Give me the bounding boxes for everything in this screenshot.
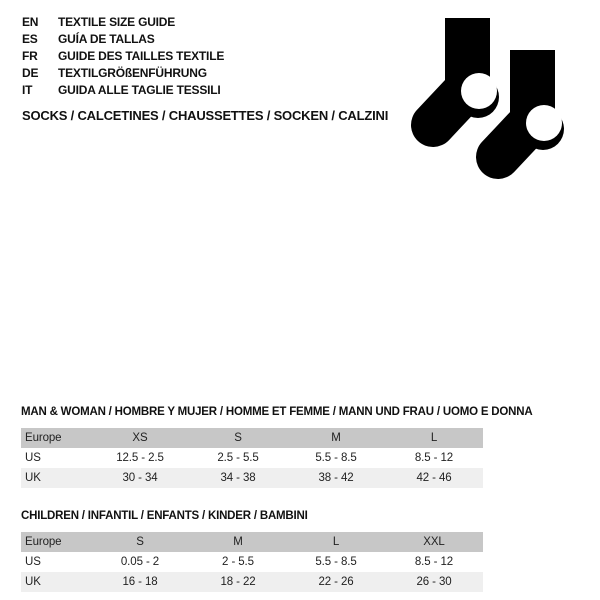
size-value: 34 - 38 xyxy=(220,472,256,484)
size-value: 5.5 - 8.5 xyxy=(315,452,357,464)
column-header: XXL xyxy=(423,536,445,548)
sock-back xyxy=(433,18,499,125)
table-title-adult: MAN & WOMAN / HOMBRE Y MUJER / HOMME ET FEMME / MANN UND FRAU / UOMO E DONNA xyxy=(21,406,533,418)
language-code: EN xyxy=(22,15,39,29)
row-label: UK xyxy=(25,576,41,588)
row-label: US xyxy=(25,556,41,568)
row-label: UK xyxy=(25,472,41,484)
language-code: ES xyxy=(22,32,38,46)
column-header: M xyxy=(331,432,341,444)
size-value: 0.05 - 2 xyxy=(120,556,160,568)
table-row xyxy=(21,572,483,592)
language-label: GUIDA ALLE TAGLIE TESSILI xyxy=(58,83,221,97)
language-label: TEXTILE SIZE GUIDE xyxy=(58,15,176,29)
size-table-children xyxy=(21,532,483,592)
column-header: L xyxy=(332,536,340,548)
size-value: 8.5 - 12 xyxy=(414,556,454,568)
size-value: 2.5 - 5.5 xyxy=(217,452,259,464)
sock-front xyxy=(498,44,570,157)
table-row xyxy=(21,552,483,572)
size-value: 2 - 5.5 xyxy=(222,556,254,568)
table-header-row xyxy=(21,532,483,552)
language-label: GUÍA DE TALLAS xyxy=(58,32,155,46)
table-row xyxy=(21,448,483,468)
size-table-children-section xyxy=(21,510,483,592)
table-row xyxy=(21,468,483,488)
size-table-adult xyxy=(21,428,483,488)
row-label: US xyxy=(25,452,41,464)
size-value: 42 - 46 xyxy=(416,472,452,484)
size-value: 5.5 - 8.5 xyxy=(315,556,357,568)
column-header: S xyxy=(234,432,242,444)
column-header: S xyxy=(136,536,144,548)
size-value: 30 - 34 xyxy=(122,472,158,484)
size-value: 26 - 30 xyxy=(416,576,452,588)
language-code: FR xyxy=(22,49,38,63)
size-table-adult-section xyxy=(21,406,533,488)
column-header: XS xyxy=(132,432,148,444)
size-value: 8.5 - 12 xyxy=(414,452,454,464)
socks-icon xyxy=(0,0,600,200)
size-value: 22 - 26 xyxy=(318,576,354,588)
size-value: 12.5 - 2.5 xyxy=(116,452,164,464)
column-header: M xyxy=(233,536,243,548)
size-value: 18 - 22 xyxy=(220,576,256,588)
column-header: L xyxy=(430,432,438,444)
table-title-children: CHILDREN / INFANTIL / ENFANTS / KINDER / BAMBINI xyxy=(21,510,308,522)
column-header: Europe xyxy=(25,536,62,548)
size-value: 38 - 42 xyxy=(318,472,354,484)
size-value: 16 - 18 xyxy=(122,576,158,588)
table-header-row xyxy=(21,428,483,448)
language-label: GUIDE DES TAILLES TEXTILE xyxy=(58,49,225,63)
column-header: Europe xyxy=(25,432,62,444)
category-title: SOCKS / CALCETINES / CHAUSSETTES / SOCKEN / CALZINI xyxy=(22,108,389,123)
language-label: TEXTILGRÖßENFÜHRUNG xyxy=(58,66,207,80)
language-code: DE xyxy=(22,66,39,80)
language-code: IT xyxy=(22,83,33,97)
